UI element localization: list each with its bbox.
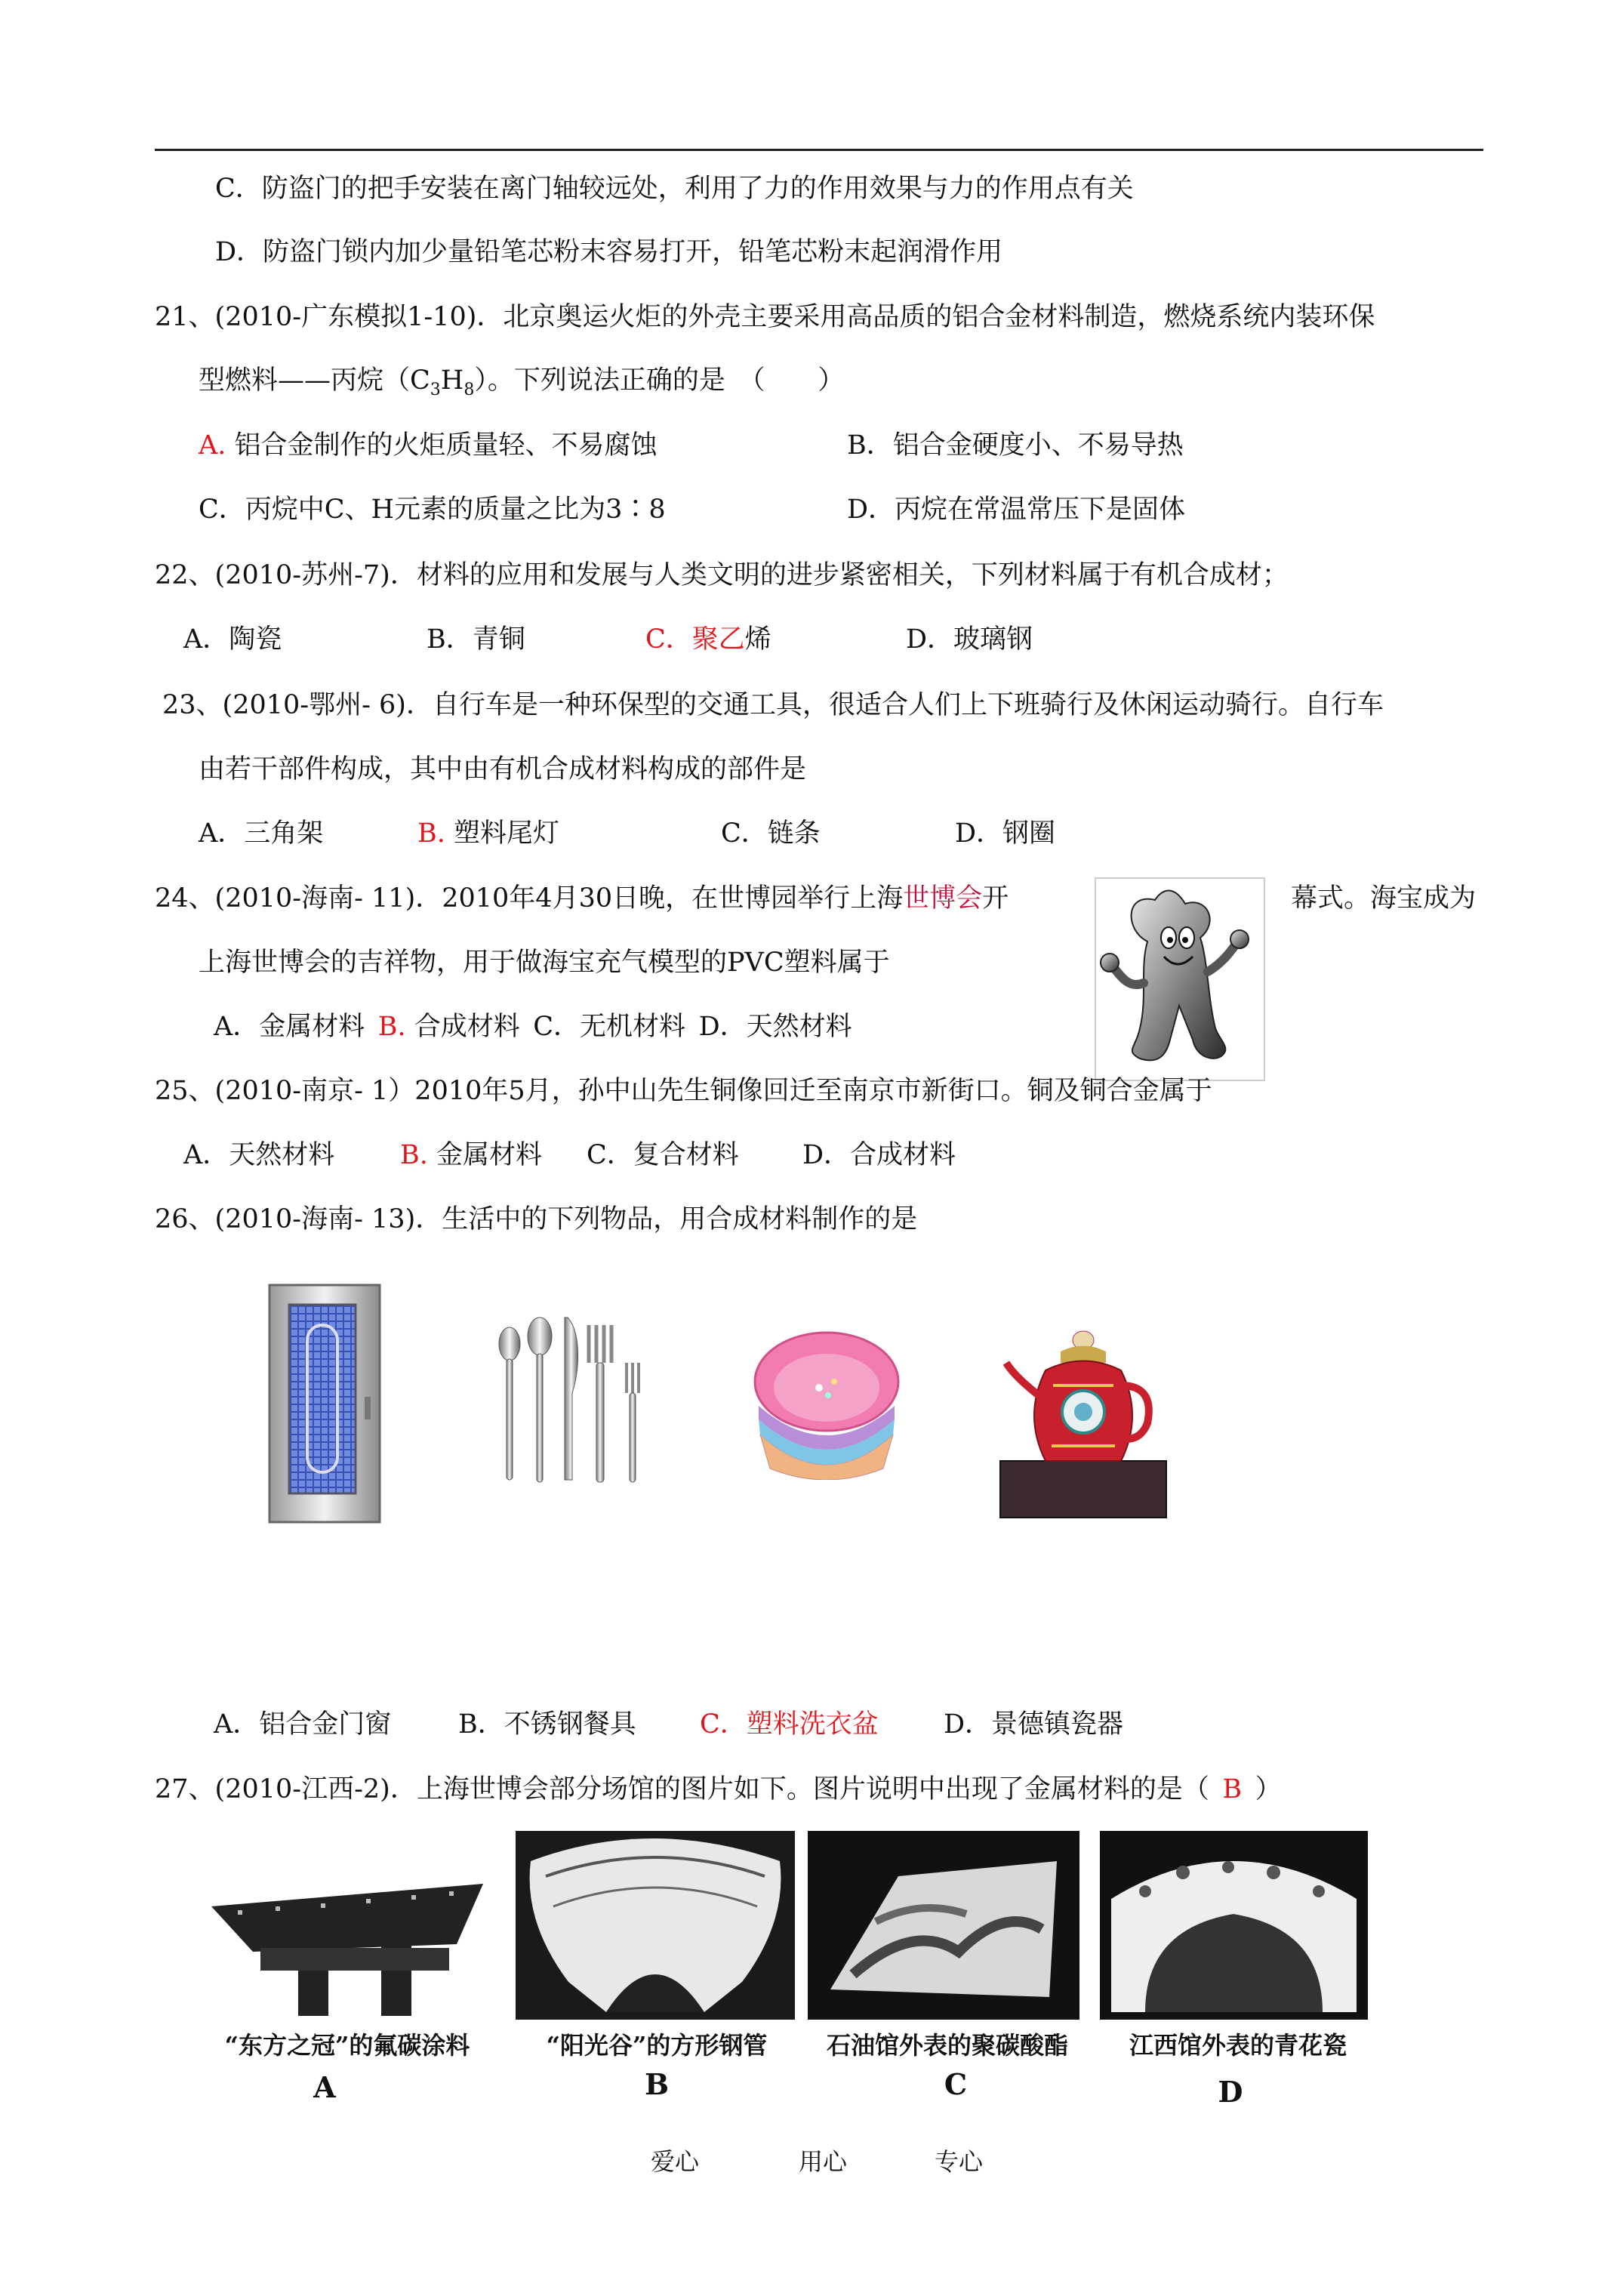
petroleum-pavilion-image: [808, 1831, 1079, 2020]
q25-answer-mark: B.: [400, 1140, 428, 1170]
q22-option-c: C．聚乙烯: [645, 624, 771, 655]
q25-option-c: C．复合材料: [587, 1140, 739, 1170]
q26-option-b: B．不锈钢餐具: [458, 1709, 636, 1740]
header-rule: [155, 149, 1483, 151]
letter-d: D: [1218, 2075, 1243, 2109]
q22-stem: 22、(2010-苏州-7)．材料的应用和发展与人类文明的进步紧密相关，下列材料属于有机合成材；: [155, 560, 1289, 590]
q25-stem: 25、(2010-南京- 1）2010年5月，孙中山先生铜像回迁至南京市新街口。铜及铜合金属于: [155, 1076, 1212, 1106]
q21-option-c: C．丙烷中C、H元素的质量之比为3∶8: [199, 495, 666, 525]
q23-option-b: B. 塑料尾灯: [417, 818, 559, 849]
q24-stem-line1: 24、(2010-海南- 11)．2010年4月30日晚，在世博园举行上海世博会开: [155, 883, 1009, 914]
q21-option-b: B．铝合金硬度小、不易导热: [847, 430, 1184, 461]
plastic-basin-image: [751, 1321, 902, 1480]
q25-option-d: D．合成材料: [802, 1140, 956, 1170]
q26-option-d: D．景德镇瓷器: [944, 1709, 1124, 1740]
q24-stem-line1-tail: 幕式。海宝成为: [1291, 883, 1477, 914]
q21-option-a: A. 铝合金制作的火炬质量轻、不易腐蚀: [199, 430, 658, 461]
cutlery-image: [483, 1310, 657, 1484]
sun-valley-image: [516, 1831, 795, 2020]
q23-option-a: A．三角架: [199, 818, 324, 849]
q21-answer-mark: A.: [199, 430, 226, 461]
q20-option-d: D．防盗门锁内加少量铅笔芯粉末容易打开，铅笔芯粉末起润滑作用: [215, 237, 1003, 267]
jiangxi-pavilion-image: [1100, 1831, 1368, 2020]
q26-stem: 26、(2010-海南- 13)．生活中的下列物品，用合成材料制作的是: [155, 1204, 918, 1234]
footer-aixin: 爱心: [651, 2147, 700, 2176]
q23-option-d: D．钢圈: [955, 818, 1056, 849]
q23-answer-mark: B.: [417, 818, 445, 849]
q23-option-c: C．链条: [721, 818, 821, 849]
q27-stem: 27、(2010-江西-2)．上海世博会部分场馆的图片如下。图片说明中出现了金属材料的是（ B ）: [155, 1774, 1282, 1804]
caption-a: “东方之冠”的氟碳涂料: [224, 2031, 470, 2060]
q27-answer-mark: B: [1222, 1774, 1243, 1804]
letter-b: B: [644, 2067, 670, 2101]
caption-c: 石油馆外表的聚碳酸酯: [826, 2031, 1068, 2060]
q23-stem-line1: 23、(2010-鄂州- 6)．自行车是一种环保型的交通工具，很适合人们上下班骑行及休闲运动骑行。自行车: [162, 690, 1384, 720]
aluminum-door-image: [268, 1284, 381, 1524]
q25-option-b: B. 金属材料: [400, 1140, 542, 1170]
haibao-mascot-image: [1095, 877, 1265, 1081]
q24-options: A．金属材料 B. 合成材料 C．无机材料 D．天然材料: [214, 1012, 852, 1042]
q24-stem-line2: 上海世博会的吉祥物，用于做海宝充气模型的PVC塑料属于: [199, 948, 890, 978]
letter-a: A: [313, 2070, 336, 2104]
q22-option-a: A．陶瓷: [183, 624, 282, 655]
footer-zhuanxin: 专心: [935, 2147, 984, 2176]
q21-stem-line2: 型燃料——丙烷$(C_3H_8)$。下列说法正确的是 （ ）: [199, 365, 845, 399]
q23-stem-line2: 由若干部件构成，其中由有机合成材料构成的部件是: [199, 754, 807, 784]
q26-option-c: C．塑料洗衣盆: [700, 1709, 879, 1740]
q25-option-a: A．天然材料: [183, 1140, 335, 1170]
caption-b: “阳光谷”的方形钢管: [546, 2031, 768, 2060]
caption-d: 江西馆外表的青花瓷: [1129, 2031, 1347, 2060]
q22-answer-mark: C．聚乙: [645, 624, 745, 655]
letter-c: C: [944, 2067, 968, 2101]
porcelain-teapot-image: [993, 1310, 1174, 1521]
china-pavilion-image: [208, 1831, 487, 2020]
q22-option-b: B．青铜: [427, 624, 525, 655]
q20-option-c: C．防盗门的把手安装在离门轴较远处，利用了力的作用效果与力的作用点有关: [215, 174, 1134, 204]
q26-option-a: A．铝合金门窗: [214, 1709, 392, 1740]
q24-answer-mark: B.: [377, 1012, 406, 1042]
q24-highlight: 世博会: [903, 883, 983, 914]
q21-option-d: D．丙烷在常温常压下是固体: [847, 495, 1186, 525]
q22-option-d: D．玻璃钢: [906, 624, 1033, 655]
footer-yongxin: 用心: [799, 2147, 848, 2176]
q21-stem-line1: 21、(2010-广东模拟1-10)．北京奥运火炬的外壳主要采用高品质的铝合金材料制造，燃烧系统内装环保: [155, 302, 1375, 332]
